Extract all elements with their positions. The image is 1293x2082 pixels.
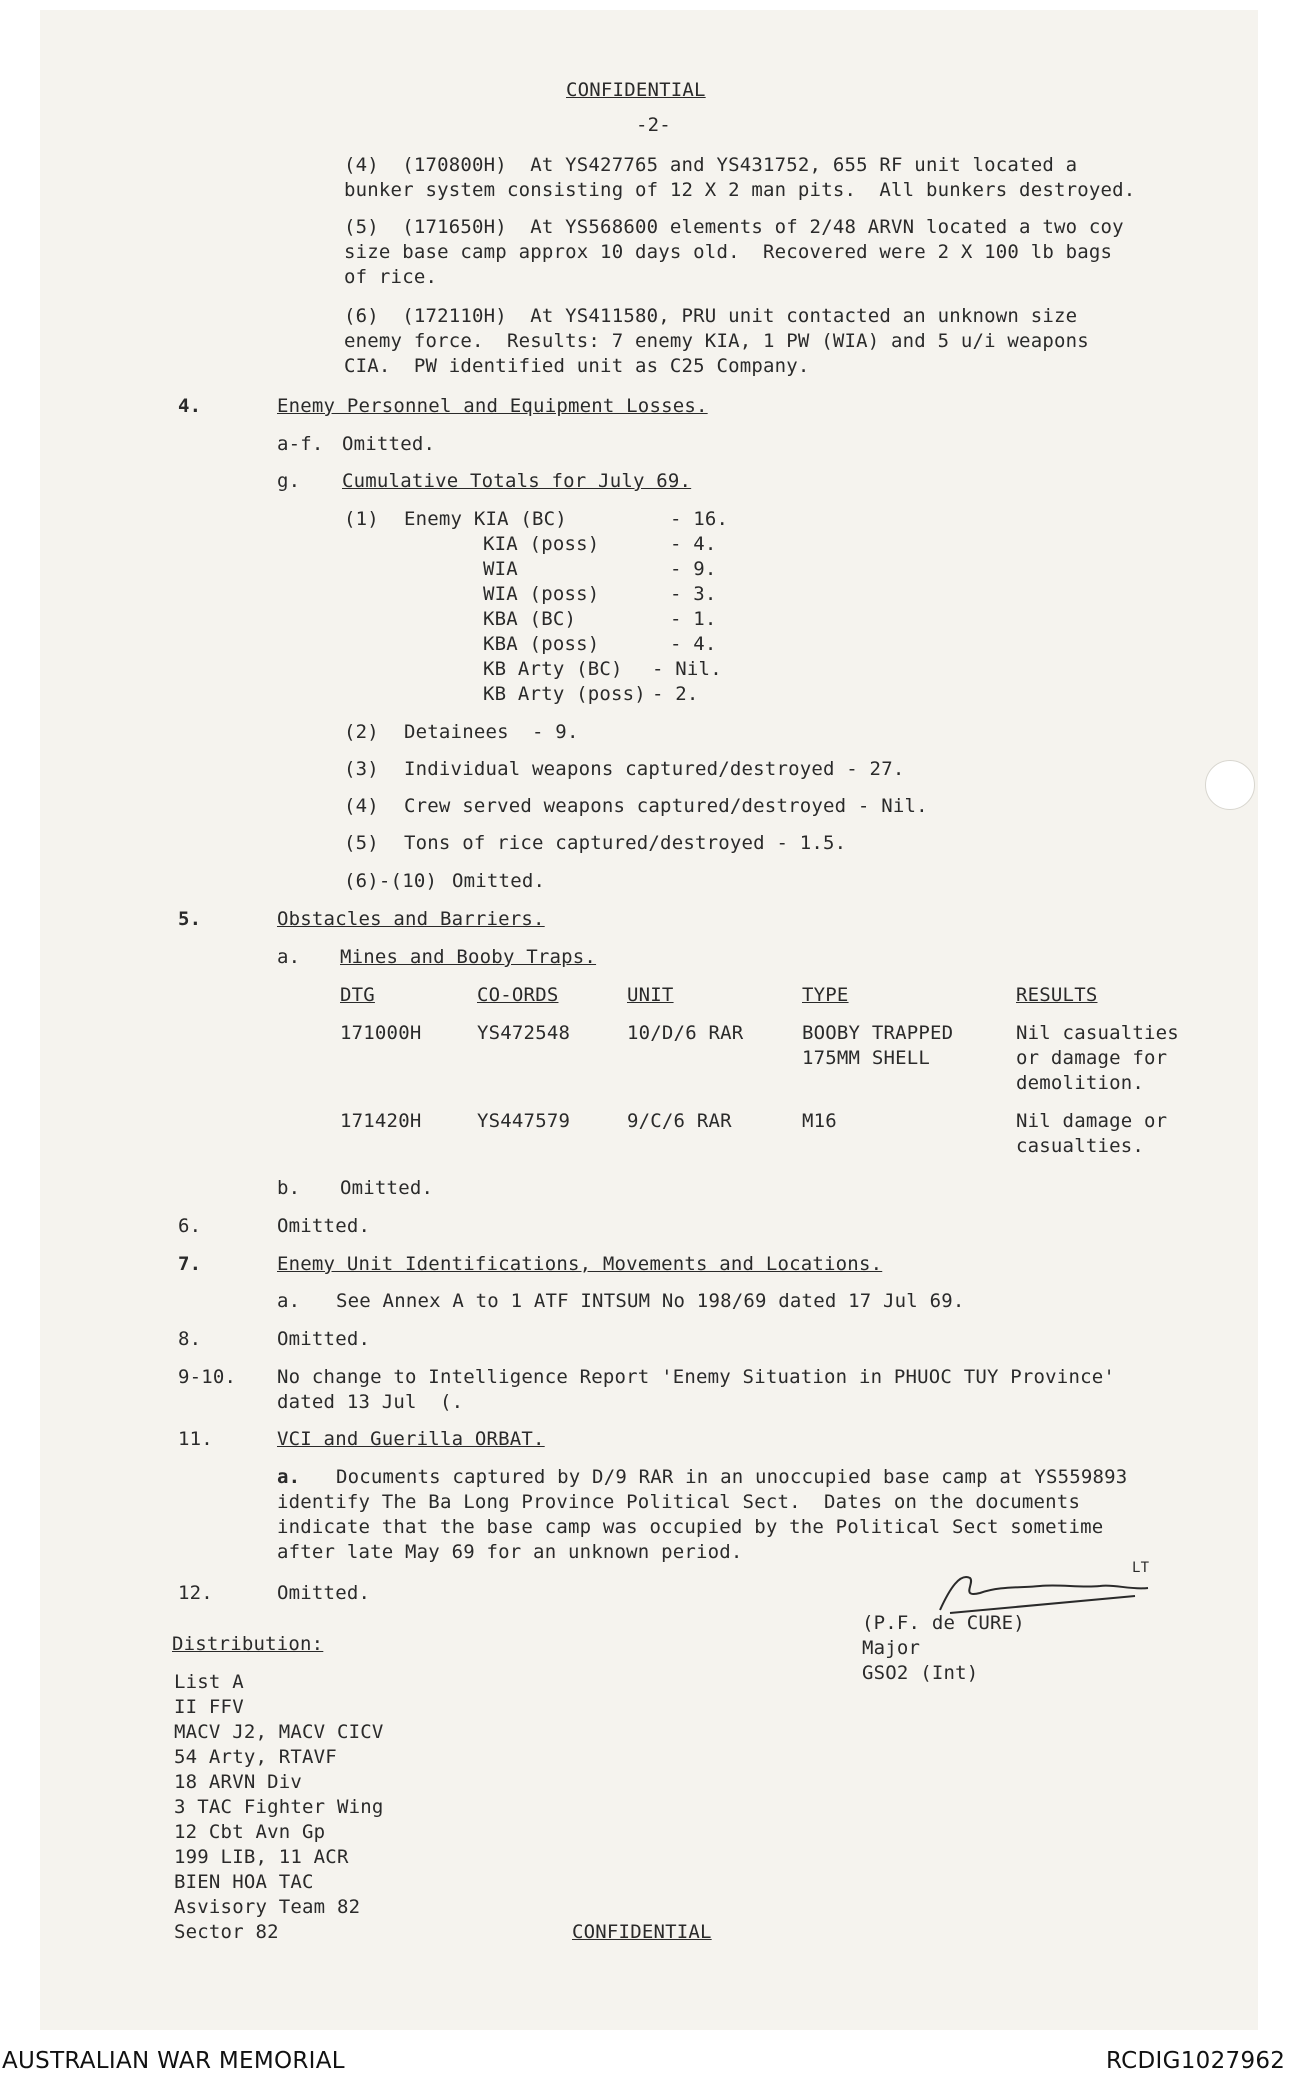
total-label: KB Arty (BC): [483, 658, 623, 680]
distribution-item: List A: [174, 1671, 244, 1693]
para11-a-label: a.: [277, 1466, 301, 1488]
total-value: - 3.: [670, 583, 717, 605]
total-value: - 4.: [670, 533, 717, 555]
para11-a-line: identify The Ba Long Province Political Sect. Dates on the documents: [277, 1491, 1081, 1513]
para11-heading: VCI and Guerilla ORBAT.: [277, 1428, 545, 1450]
column-header-unit: UNIT: [627, 984, 674, 1006]
para7-a-label: a.: [277, 1290, 301, 1312]
para4-heading: Enemy Personnel and Equipment Losses.: [277, 395, 708, 417]
total-label: KIA (poss): [483, 533, 600, 555]
para11-a-line: after late May 69 for an unknown period.: [277, 1541, 743, 1563]
total-label: KBA (poss): [483, 633, 600, 655]
footer-classification: CONFIDENTIAL: [572, 1921, 712, 1943]
distribution-item: 3 TAC Fighter Wing: [174, 1796, 384, 1818]
para11-a-line: Documents captured by D/9 RAR in an unoccupied base camp at YS559893: [336, 1466, 1128, 1488]
total-label: WIA (poss): [483, 583, 600, 605]
total-value: - 2.: [652, 683, 699, 705]
para5-heading: Obstacles and Barriers.: [277, 908, 545, 930]
para6-text: Omitted.: [277, 1215, 371, 1237]
para4-af-text: Omitted.: [342, 433, 436, 455]
total-value: - 16.: [670, 508, 729, 530]
distribution-item: II FFV: [174, 1696, 244, 1718]
para4-af-label: a-f.: [277, 433, 324, 455]
para4-g-heading: Cumulative Totals for July 69.: [342, 470, 692, 492]
signatory-name: (P.F. de CURE): [862, 1612, 1025, 1634]
distribution-item: 199 LIB, 11 ACR: [174, 1846, 349, 1868]
column-header-coords: CO-ORDS: [477, 984, 559, 1006]
para5-b-label: b.: [277, 1177, 301, 1199]
para8-text: Omitted.: [277, 1328, 371, 1350]
para11-number: 11.: [178, 1428, 213, 1450]
column-header-dtg: DTG: [340, 984, 375, 1006]
signatory-appointment: GSO2 (Int): [862, 1662, 979, 1684]
total-value: - 4.: [670, 633, 717, 655]
para5-a-label: a.: [277, 946, 301, 968]
distribution-item: MACV J2, MACV CICV: [174, 1721, 384, 1743]
para7-number: 7.: [178, 1253, 202, 1275]
archive-credit: AUSTRALIAN WAR MEMORIAL: [2, 2048, 345, 2074]
total-label: WIA: [483, 558, 518, 580]
distribution-item: 54 Arty, RTAVF: [174, 1746, 337, 1768]
totals-number: (1): [344, 508, 379, 530]
distribution-item: 18 ARVN Div: [174, 1771, 303, 1793]
distribution-heading: Distribution:: [172, 1633, 324, 1655]
punch-hole: [1205, 760, 1255, 810]
para910-number: 9-10.: [178, 1366, 237, 1388]
total-value: - 9.: [670, 558, 717, 580]
para6-number: 6.: [178, 1215, 202, 1237]
total-value: - 1.: [670, 608, 717, 630]
archive-reference: RCDIG1027962: [1106, 2048, 1286, 2074]
column-header-results: RESULTS: [1016, 984, 1098, 1006]
para12-text: Omitted.: [277, 1582, 371, 1604]
total-label: Enemy KIA (BC): [404, 508, 567, 530]
signature-initials: LT: [1132, 1560, 1150, 1576]
para7-a-text: See Annex A to 1 ATF INTSUM No 198/69 dated 17 Jul 69.: [336, 1290, 965, 1312]
para910-line: dated 13 Jul (.: [277, 1391, 464, 1413]
total-label: KB Arty (poss): [483, 683, 646, 705]
distribution-item: Asvisory Team 82: [174, 1896, 361, 1918]
distribution-item: Sector 82: [174, 1921, 279, 1943]
para4-g-label: g.: [277, 470, 301, 492]
para5-b-text: Omitted.: [340, 1177, 434, 1199]
signatory-rank: Major: [862, 1637, 921, 1659]
page-number: -2-: [636, 114, 671, 136]
para8-number: 8.: [178, 1328, 202, 1350]
para7-heading: Enemy Unit Identifications, Movements and Locations.: [277, 1253, 883, 1275]
para5-number: 5.: [178, 908, 202, 930]
total-value: - Nil.: [652, 658, 722, 680]
para11-a-line: indicate that the base camp was occupied by the Political Sect sometime: [277, 1516, 1104, 1538]
distribution-item: BIEN HOA TAC: [174, 1871, 314, 1893]
document-page: CONFIDENTIAL -2- (4) (170800H) At YS427765 and YS431752, 655 RF unit located a bunker system consisting of 12 X 2 man pits. All bunkers destroyed. (5) (171650H) At YS568600 elements of 2/48 ARVN located a two coy size base camp approx 10 days old. Recovered were 2 X 100 lb bags of rice. (6) (172110H) At YS411580, PRU unit contacted an unknown size enemy force. Results: 7 enemy KIA, 1 PW (WIA) and 5 u/i weapons CIA. PW identified unit as C25 Company. 4. Enemy Personnel and Equipment Losses. a-f. Omitted. g. Cumulative Totals for July 69. (1) Enemy KIA (BC) - 16. KIA (poss) - 4. WIA - 9. WIA (poss) - 3. KBA (BC) - 1. KBA (poss) - 4. KB Arty (BC) - Nil. KB Arty (poss) - 2. (2) Detainees - 9. (3) Individual weapons captured/destroyed - 27. (4) Crew served weapons captured/destroyed - Nil. (5) Tons of rice captured/destroyed - 1.5. (6)-(10) Omitted. 5. Obstacles and Barriers. a. Mines and Booby Traps. DTG CO-ORDS UNIT TYPE RESULTS 171000H YS472548 10/D/6 RAR BOOBY TRAPPED 175MM SHELL Nil casualties or damage for demolition. 171420H YS447579 9/C/6 RAR M16 Nil damage or casualties. b. Omitted. 6. Omitted. 7. Enemy Unit Identifications, Movements and Locations. a. See Annex A to 1 ATF INTSUM No 198/69 dated 17 Jul 69. 8. Omitted. 9-10. No change to Intelligence Report 'Enemy Situation in PHUOC TUY Province' dated 13 Jul (. 11. VCI and Guerilla ORBAT. a. Documents captured by D/9 RAR in an unoccupied base camp at YS559893 identify The Ba Long Province Political Sect. Dates on the documents indicate that the base camp was occupied by the Political Sect sometime after late May 69 for an unknown period. 12. Omitted. LT (P.F. de CURE) Major GSO2 (Int) Distribution: List A II FFV MACV J2, MACV CICV 54 Arty, RTAVF 18 ARVN Div 3 TAC Fighter Wing 12 Cbt Avn Gp 199 LIB, 11 ACR BIEN HOA TAC Asvisory Team 82 Sector 82 CONFIDENTIAL: [40, 10, 1258, 2030]
para12-number: 12.: [178, 1582, 213, 1604]
para4-number: 4.: [178, 395, 202, 417]
header-classification: CONFIDENTIAL: [566, 79, 706, 101]
para5-a-heading: Mines and Booby Traps.: [340, 946, 597, 968]
total-label: KBA (BC): [483, 608, 577, 630]
column-header-type: TYPE: [802, 984, 849, 1006]
para910-line: No change to Intelligence Report 'Enemy Situation in PHUOC TUY Province': [277, 1366, 1116, 1388]
distribution-item: 12 Cbt Avn Gp: [174, 1821, 326, 1843]
